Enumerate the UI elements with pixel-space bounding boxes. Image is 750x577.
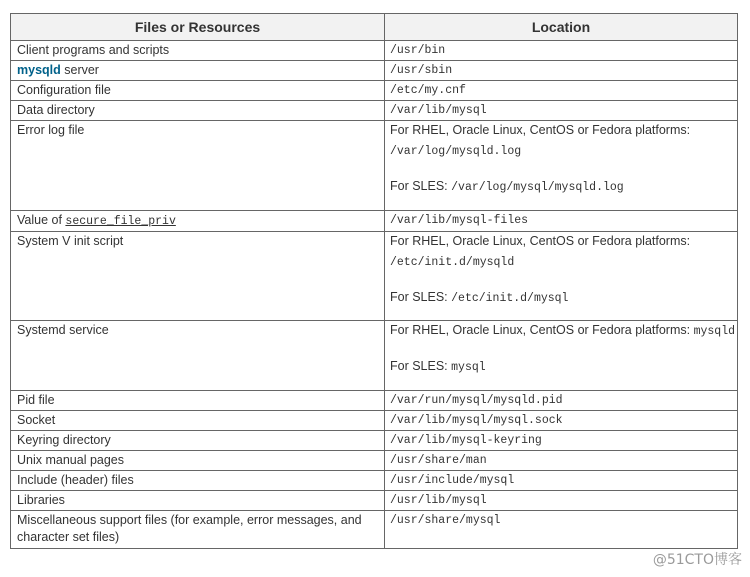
table-row xyxy=(11,511,738,549)
location-path: /var/log/mysqld.log xyxy=(390,145,522,158)
resource-name: Client programs and scripts xyxy=(11,41,385,61)
sles-path: mysql xyxy=(451,361,486,374)
resource-name: Socket xyxy=(11,411,385,431)
table-row xyxy=(11,101,738,121)
location-path: /usr/share/man xyxy=(385,451,738,471)
location-cell xyxy=(385,121,738,211)
resource-name: Configuration file xyxy=(11,81,385,101)
table-row xyxy=(11,211,738,232)
location-path: /usr/share/mysql xyxy=(385,511,738,549)
table-row xyxy=(11,81,738,101)
platform-intro: For RHEL, Oracle Linux, CentOS or Fedora platforms: xyxy=(390,234,691,248)
header-row xyxy=(11,14,738,41)
table-row xyxy=(11,471,738,491)
location-path: /usr/lib/mysql xyxy=(385,491,738,511)
resource-name-rest: server xyxy=(60,63,99,77)
sles-label: For SLES: xyxy=(390,290,452,304)
resource-name: Include (header) files xyxy=(11,471,385,491)
location-path: /var/lib/mysql-files xyxy=(385,211,738,232)
table-row xyxy=(11,321,738,391)
sles-path: /etc/init.d/mysql xyxy=(451,292,569,305)
sles-label: For SLES: xyxy=(390,179,452,193)
location-path: /usr/include/mysql xyxy=(385,471,738,491)
sles-path: /var/log/mysql/mysqld.log xyxy=(451,181,624,194)
table-row xyxy=(11,41,738,61)
sles-label: For SLES: xyxy=(390,359,452,373)
location-path: /usr/sbin xyxy=(385,61,738,81)
header-location: Location xyxy=(385,14,738,41)
resource-name xyxy=(11,211,385,232)
resource-name: System V init script xyxy=(11,232,385,321)
location-path: /etc/init.d/mysqld xyxy=(390,256,515,269)
resource-name xyxy=(11,61,385,81)
location-cell xyxy=(385,232,738,321)
platform-intro: For RHEL, Oracle Linux, CentOS or Fedora platforms: xyxy=(390,123,691,137)
table-row xyxy=(11,232,738,321)
resource-name: Keyring directory xyxy=(11,431,385,451)
resource-name: Data directory xyxy=(11,101,385,121)
file-locations-table xyxy=(10,13,738,549)
location-path: /etc/my.cnf xyxy=(385,81,738,101)
resource-name-prefix: Value of xyxy=(17,213,66,227)
table-row xyxy=(11,391,738,411)
location-path: /var/lib/mysql-keyring xyxy=(385,431,738,451)
table-row xyxy=(11,451,738,471)
location-cell xyxy=(385,321,738,391)
resource-name: Libraries xyxy=(11,491,385,511)
location-path: /var/run/mysql/mysqld.pid xyxy=(385,391,738,411)
location-path: /usr/bin xyxy=(385,41,738,61)
header-files-or-resources: Files or Resources xyxy=(11,14,385,41)
location-path: mysqld xyxy=(693,325,736,338)
mysqld-link[interactable]: mysqld xyxy=(17,63,61,77)
watermark: @51CTO博客 xyxy=(652,552,742,568)
table-row xyxy=(11,61,738,81)
location-path: /var/lib/mysql/mysql.sock xyxy=(385,411,738,431)
secure-file-priv-link[interactable]: secure_file_priv xyxy=(65,215,176,228)
resource-name: Error log file xyxy=(11,121,385,211)
resource-name: Pid file xyxy=(11,391,385,411)
table-row xyxy=(11,121,738,211)
resource-name: Unix manual pages xyxy=(11,451,385,471)
table-row xyxy=(11,411,738,431)
resource-name: Miscellaneous support files (for example, error messages, and character set files) xyxy=(11,511,385,549)
location-path: /var/lib/mysql xyxy=(385,101,738,121)
platform-intro: For RHEL, Oracle Linux, CentOS or Fedora platforms: xyxy=(390,323,694,337)
table-row xyxy=(11,431,738,451)
resource-name: Systemd service xyxy=(11,321,385,391)
table-row xyxy=(11,491,738,511)
